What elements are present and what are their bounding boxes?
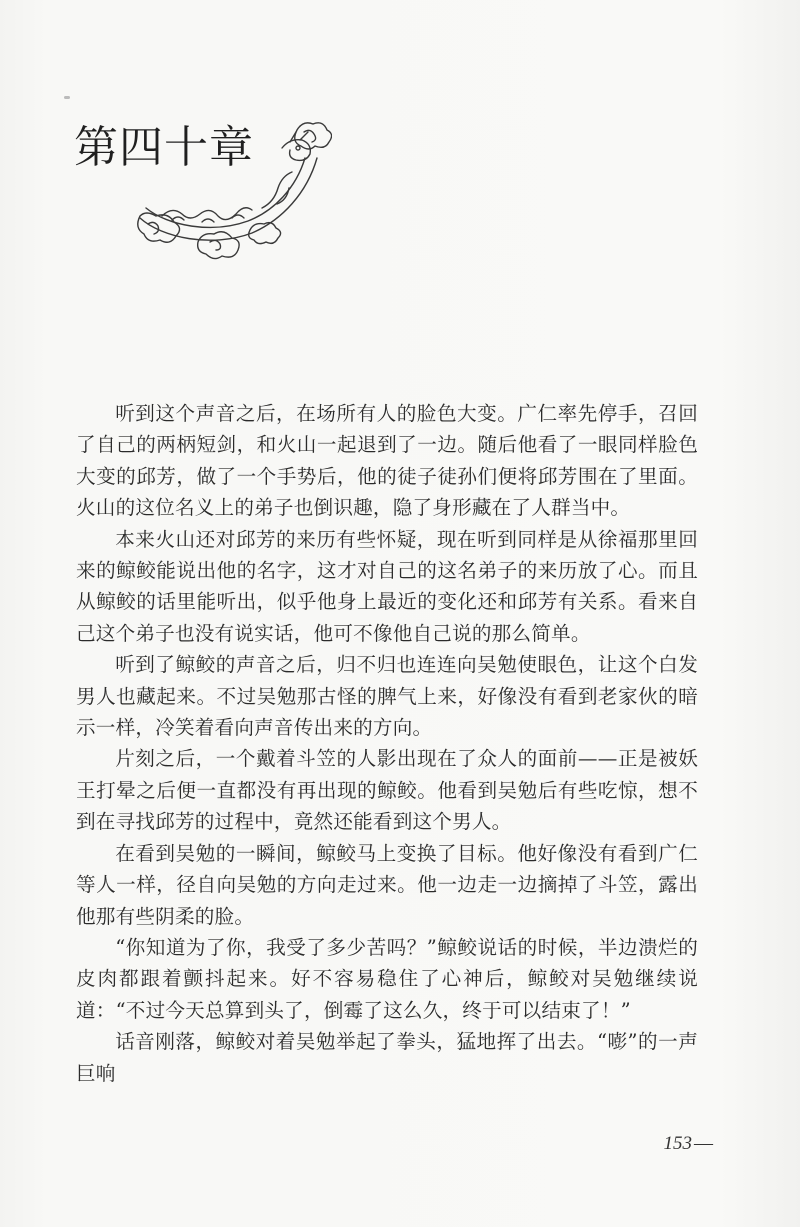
chapter-body bbox=[76, 398, 698, 1089]
chapter-title: 第四十章 bbox=[74, 122, 254, 173]
paragraph: 听到了鲸鲛的声音之后，归不归也连连向吴勉使眼色，让这个白发男人也藏起来。不过吴勉那古怪的脾气上来，好像没有看到老家伙的暗示一样，冷笑着看向声音传出来的方向。 bbox=[76, 653, 698, 740]
paragraph: 片刻之后，一个戴着斗笠的人影出现在了众人的面前——正是被妖王打晕之后便一直都没有再出现的鲸鲛。他看到吴勉后有些吃惊，想不到在寻找邱芳的过程中，竟然还能看到这个男人。 bbox=[76, 747, 698, 834]
paragraph: 在看到吴勉的一瞬间，鲸鲛马上变换了目标。他好像没有看到广仁等人一样，径自向吴勉的方向走过来。他一边走一边摘掉了斗笠，露出他那有些阴柔的脸。 bbox=[76, 841, 698, 928]
print-speck bbox=[64, 96, 70, 99]
paragraph: 话音刚落，鲸鲛对着吴勉举起了拳头，猛地挥了出去。“嘭”的一声巨响 bbox=[76, 1030, 698, 1085]
paragraph: “你知道为了你，我受了多少苦吗？”鲸鲛说话的时候，半边溃烂的皮肉都跟着颤抖起来。好不容易稳住了心神后，鲸鲛对吴勉继续说道：“不过今天总算到头了，倒霉了这么久，终于可以结束了！” bbox=[76, 935, 698, 1022]
cloud-dragon-ornament-icon bbox=[132, 108, 332, 268]
page-number: 153 bbox=[663, 1133, 692, 1154]
paragraph: 听到这个声音之后，在场所有人的脸色大变。广仁率先停手，召回了自己的两柄短剑，和火山一起退到了一边。随后他看了一眼同样脸色大变的邱芳，做了一个手势后，他的徒子徒孙们便将邱芳围在了里面。火山的这位名义上的弟子也倒识趣，隐了身形藏在了人群当中。 bbox=[76, 402, 698, 520]
paragraph: 本来火山还对邱芳的来历有些怀疑，现在听到同样是从徐福那里回来的鲸鲛能说出他的名字，这才对自己的这名弟子的来历放了心。而且从鲸鲛的话里能听出，似乎他身上最近的变化还和邱芳有关系。看来自己这个弟子也没有说实话，他可不像他自己说的那么简单。 bbox=[76, 527, 698, 645]
page-number-dash: — bbox=[694, 1133, 713, 1154]
